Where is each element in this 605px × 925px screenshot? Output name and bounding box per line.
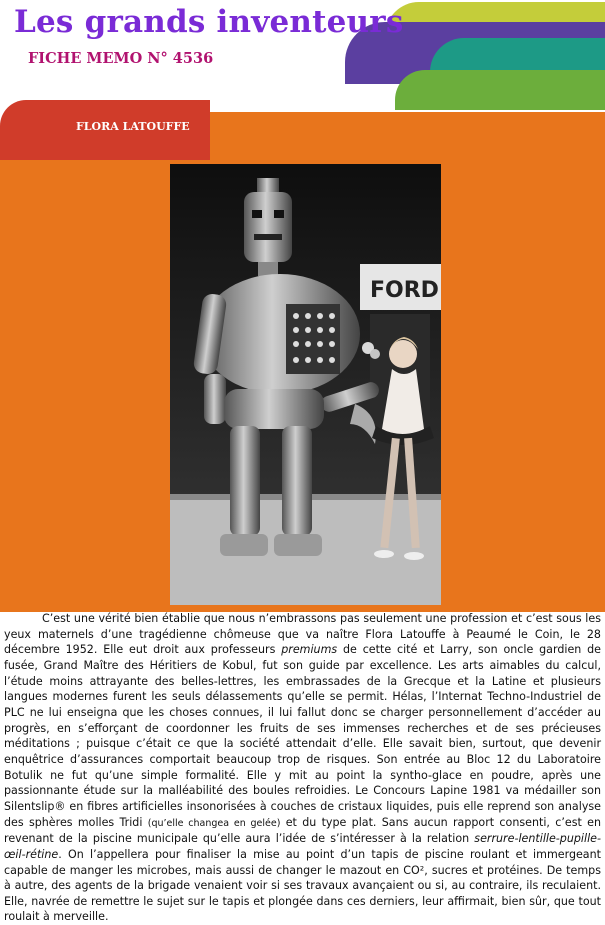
article-body [4,611,601,925]
article-text-1: C’est une vérité bien établie que nous n’embrassons pas seulement une profession et c’est sous les yeux maternels d’une tragédienne chômeuse que va naître Flora Latouffe à Peaumé le Coin, le 28 décembre 1952. Elle eut droit aux professeurs [4,612,601,657]
article-premiums: premiums [281,643,338,657]
robot-photo [170,164,441,605]
article-text-2: de cette cité et Larry, son oncle gardien de fusée, Grand Maître des Héritiers de Kobul, fut son guide par excellence. Les arts aimables du calcul, l’étude moins attrayante des belles-lettres, les embrassades de la Grecque et la Latine et plusieurs langues modernes furent les seuls délassements qu’elle se permit. Hélas, l’Internat Techno-Industriel de PLC ne lui enseigna que les choses connues, il lui fallut donc se charger personnellement d’accéder au progrès, en s’efforçant de coordonner les fruits de ses immenses recherches et de ses précieuses méditations ; puisque c’était ce que la société attendait d’elle. Elle savait bien, surtout, que devenir enquêtrice d’assurances comportait beaucoup trop de risques. Son entrée au Bloc 12 du Laboratoire Botulik ne fut qu’une simple formalité. Elle y mit au point la syntho-glace en poudre, après une passionnante étude sur la malléabilité des boules refroidies. Le Concours Lapine 1981 va médailler son Silentslip® en fibres artificielles insonorisées à couches de cristaux liquides, puis elle reprend son analyse des sphères molles Tridi [4,643,602,829]
article-aside: (qu’elle changea en gelée) [147,817,281,829]
ford-sign-text: FORD [370,278,439,303]
article-text-4: . On l’appellera pour finaliser la mise au point d’un tapis de piscine roulant et immergeant capable de manger les microbes, mais aussi de changer le mazout en CO², sucres et protéines. De temps à autre, des agents de la brigade venaient voir si ses travaux avançaient ou si, au contraire, ils reculaient. Elle, navrée de remettre le sujet sur le tapis et plongée dans ces derniers, leur affirmait, bien sûr, que tout roulait à merveille. [4,847,601,924]
decor-band-green [395,70,605,110]
article-text-3: et du type plat. Sans aucun rapport consenti, c’est en revenant de la piscine municipale qu’elle aura l’idée de s’intéresser à la relation [4,815,601,846]
robot-photo-illustration [170,164,441,605]
article-relation: serrure-lentille-pupille-œil-rétine [4,832,601,861]
author-name: FLORA LATOUFFE [76,120,190,133]
page-title: Les grands inventeurs [14,4,404,40]
memo-number: FICHE MEMO N° 4536 [28,50,214,67]
